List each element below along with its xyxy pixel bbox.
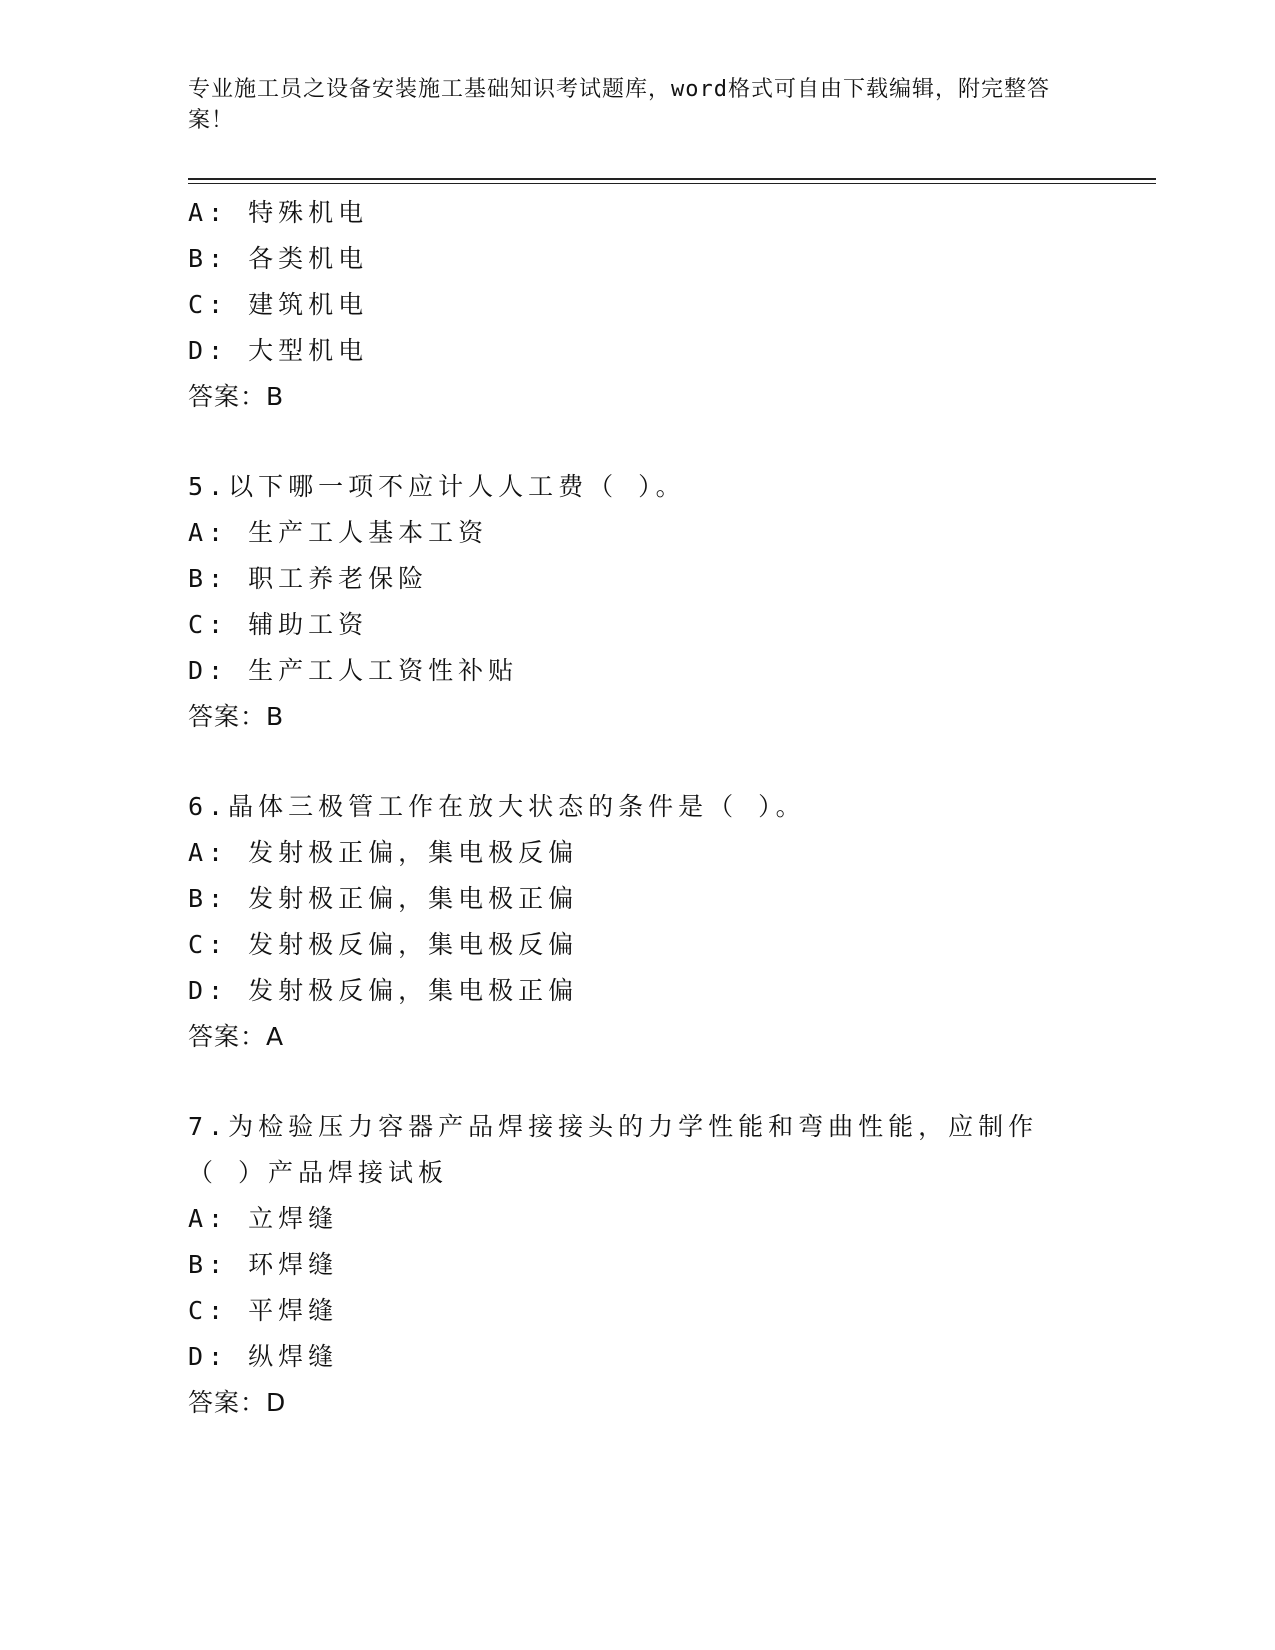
question-block-6 bbox=[188, 784, 1088, 1060]
question-stem: 7.为检验压力容器产品焊接接头的力学性能和弯曲性能，应制作（ ）产品焊接试板 bbox=[188, 1112, 1039, 1187]
question-block-5 bbox=[188, 464, 1088, 740]
option-b: B: 环焊缝 bbox=[188, 1250, 339, 1279]
option-a: A: 立焊缝 bbox=[188, 1204, 339, 1233]
question-block-7 bbox=[188, 1104, 1088, 1426]
option-c: C: 发射极反偏，集电极反偏 bbox=[188, 930, 579, 959]
option-c: C: 辅助工资 bbox=[188, 610, 369, 639]
option-b: B: 发射极正偏，集电极正偏 bbox=[188, 884, 579, 913]
option-a: A: 生产工人基本工资 bbox=[188, 518, 489, 547]
answer-line: 答案：D bbox=[188, 1388, 287, 1417]
option-b: B: 职工养老保险 bbox=[188, 564, 429, 593]
answer-line: 答案：A bbox=[188, 1022, 285, 1051]
option-a: A: 发射极正偏，集电极反偏 bbox=[188, 838, 579, 867]
option-d: D: 发射极反偏，集电极正偏 bbox=[188, 976, 579, 1005]
answer-line: 答案：B bbox=[188, 382, 285, 411]
option-a: A: 特殊机电 bbox=[188, 198, 369, 227]
option-d: D: 大型机电 bbox=[188, 336, 369, 365]
document-header: 专业施工员之设备安装施工基础知识考试题库，word格式可自由下载编辑，附完整答案！ bbox=[188, 77, 1050, 133]
option-c: C: 建筑机电 bbox=[188, 290, 369, 319]
question-stem: 6.晶体三极管工作在放大状态的条件是（ ）。 bbox=[188, 792, 806, 821]
option-b: B: 各类机电 bbox=[188, 244, 369, 273]
option-d: D: 生产工人工资性补贴 bbox=[188, 656, 519, 685]
question-block-4 bbox=[188, 190, 1088, 420]
header-divider-thick bbox=[188, 178, 1156, 180]
question-list bbox=[188, 190, 1088, 1426]
header-divider-thin bbox=[188, 183, 1156, 184]
option-c: C: 平焊缝 bbox=[188, 1296, 339, 1325]
question-stem: 5.以下哪一项不应计人人工费（ ）。 bbox=[188, 472, 686, 501]
option-d: D: 纵焊缝 bbox=[188, 1342, 339, 1371]
answer-line: 答案：B bbox=[188, 702, 285, 731]
